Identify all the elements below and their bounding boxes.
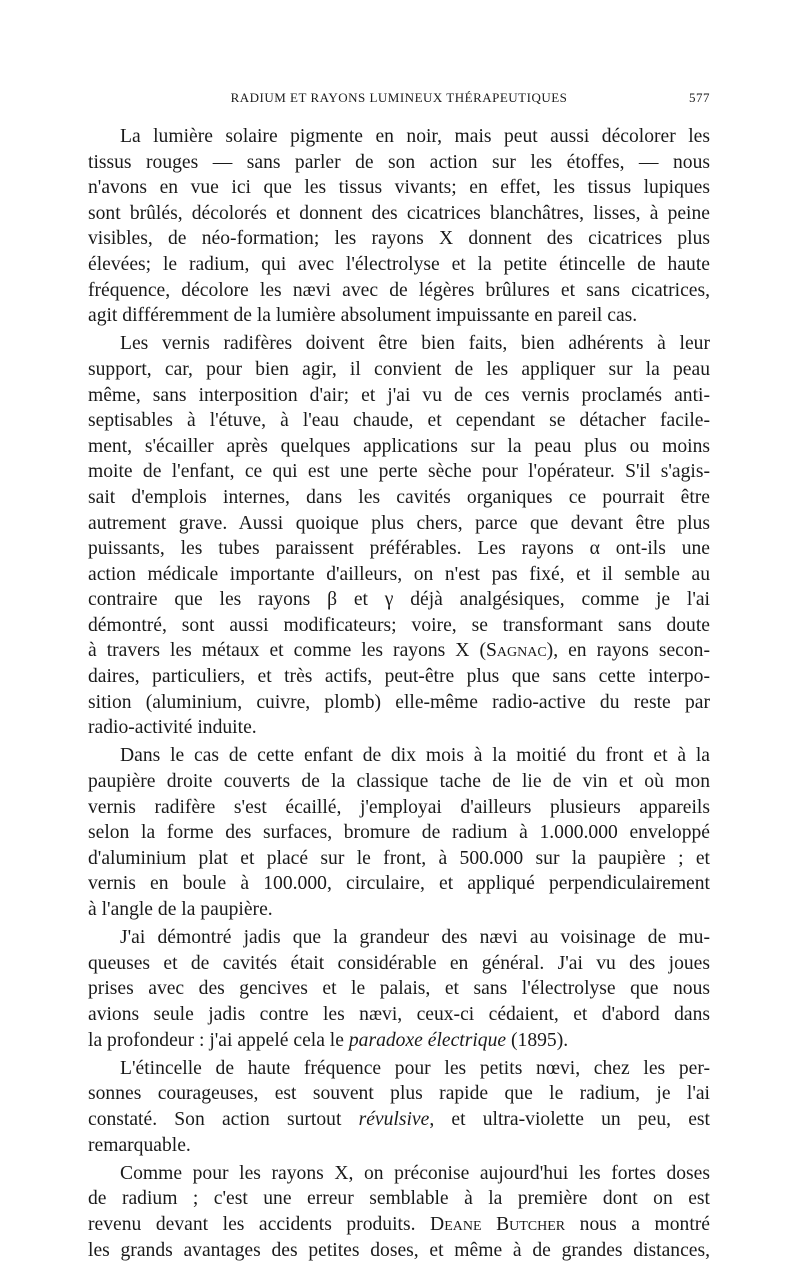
text-line: à l'angle de la paupière.	[88, 899, 273, 920]
paragraph-2	[88, 331, 710, 741]
paragraph-3	[88, 743, 710, 922]
text-line: radio-activité induite.	[88, 717, 257, 739]
italic-phrase: paradoxe électrique	[348, 1029, 507, 1051]
running-title: RADIUM ET RAYONS LUMINEUX THÉRAPEUTIQUES	[230, 90, 568, 105]
text-segment: la profondeur : j'ai appelé cela le	[88, 1029, 349, 1051]
text-segment: (1895).	[506, 1029, 569, 1051]
text-line: ment, s'écailler après quelques applications sur la peau plus ou moins	[88, 435, 710, 457]
page-number: 577	[689, 90, 710, 105]
text-line: vernis en boule à 100.000, circulaire, et appliqué perpendiculairement	[88, 873, 710, 895]
text-line: queuses et de cavités était considérable en général. J'ai vu des joues	[88, 952, 710, 974]
author-name-deane-butcher: Deane Butcher	[430, 1213, 566, 1235]
text-line: de radium ; c'est une erreur semblable à la première dont on est	[88, 1188, 710, 1210]
text-line: Les vernis radifères doivent être bien faits, bien adhérents à leur	[120, 333, 710, 355]
text-line: support, car, pour bien agir, il convient de les appliquer sur la peau	[88, 358, 710, 380]
text-segment: , et ultra-violette un peu, est	[429, 1108, 710, 1130]
text-line: puissants, les tubes paraissent préférables. Les rayons α ont-ils une	[88, 538, 710, 560]
text-line: septisables à l'étuve, à l'eau chaude, et cependant se détacher facile-	[88, 410, 710, 432]
text-line	[88, 1107, 710, 1133]
text-line: vernis radifère s'est écaillé, j'employai d'ailleurs plusieurs appareils	[88, 796, 710, 818]
text-line: n'avons en vue ici que les tissus vivants; en effet, les tissus lupiques	[88, 177, 710, 199]
text-line: prises avec des gencives et le palais, et sans l'électrolyse que nous	[88, 978, 710, 1000]
text-line: contraire que les rayons β et γ déjà analgésiques, comme je l'ai	[88, 589, 710, 611]
text-line: Comme pour les rayons X, on préconise aujourd'hui les fortes doses	[120, 1162, 710, 1184]
text-line: tissus rouges — sans parler de son action sur les étoffes, — nous	[88, 151, 710, 173]
paragraph-1	[88, 124, 710, 329]
text-line: avions seule jadis contre les nævi, ceux-ci cédaient, et d'abord dans	[88, 1003, 710, 1025]
text-line: les grands avantages des petites doses, et même à de grandes distances,	[88, 1239, 710, 1261]
text-line: sition (aluminium, cuivre, plomb) elle-même radio-active du reste par	[88, 691, 710, 713]
text-line: démontré, sont aussi modificateurs; voire, se transformant sans doute	[88, 614, 710, 636]
text-segment: ), en rayons secon-	[546, 640, 710, 662]
text-segment: à travers les métaux et comme les rayons X (	[88, 640, 486, 662]
text-line: fréquence, décolore les nævi avec de légères brûlures et sans cicatrices,	[88, 279, 710, 301]
body-text	[88, 124, 710, 1266]
paragraph-5	[88, 1056, 710, 1158]
text-line: paupière droite couverts de la classique tache de lie de vin et où mon	[88, 771, 710, 793]
paragraph-4	[88, 925, 710, 1053]
text-line: agit différemment de la lumière absolument impuissante en pareil cas.	[88, 305, 638, 327]
running-header	[88, 90, 710, 112]
text-line: La lumière solaire pigmente en noir, mais peut aussi décolorer les	[120, 126, 710, 147]
text-line: L'étincelle de haute fréquence pour les petits nœvi, chez les per-	[120, 1057, 710, 1079]
paragraph-6	[88, 1161, 710, 1263]
text-line: même, sans interposition d'air; et j'ai vu de ces vernis proclamés anti-	[88, 384, 710, 406]
text-line: visibles, de néo-formation; les rayons X donnent des cicatrices plus	[88, 228, 710, 250]
author-name-sagnac: Sagnac	[485, 640, 547, 662]
text-segment: constaté. Son action surtout	[88, 1108, 359, 1130]
text-segment: nous a montré	[565, 1213, 710, 1235]
text-line	[88, 1028, 710, 1054]
italic-word: révulsive	[358, 1108, 430, 1130]
text-segment: revenu devant les accidents produits.	[88, 1213, 431, 1235]
text-line: sonnes courageuses, est souvent plus rapide que le radium, je l'ai	[88, 1083, 710, 1105]
text-line: remarquable.	[88, 1134, 191, 1156]
text-line: élevées; le radium, qui avec l'électrolyse et la petite étincelle de haute	[88, 253, 710, 275]
text-line	[88, 638, 710, 664]
text-line: sait d'emplois internes, dans les cavités organiques ce pourrait être	[88, 486, 710, 508]
text-line: moite de l'enfant, ce qui est une perte sèche pour l'opérateur. S'il s'agis-	[88, 461, 710, 483]
text-line: action médicale importante d'ailleurs, on n'est pas fixé, et il semble au	[88, 563, 710, 585]
text-line	[88, 1212, 710, 1238]
text-line: daires, particuliers, et très actifs, peut-être plus que sans cette interpo-	[88, 666, 710, 688]
text-line: Dans le cas de cette enfant de dix mois à la moitié du front et à la	[120, 745, 710, 767]
text-line: d'aluminium plat et placé sur le front, à 500.000 sur la paupière ; et	[88, 847, 710, 869]
text-line: selon la forme des surfaces, bromure de radium à 1.000.000 enveloppé	[88, 822, 710, 844]
text-line: J'ai démontré jadis que la grandeur des nævi au voisinage de mu-	[120, 927, 710, 949]
text-line: autrement grave. Aussi quoique plus chers, parce que devant être plus	[88, 512, 710, 534]
text-line: sont brûlés, décolorés et donnent des cicatrices blanchâtres, lisses, à peine	[88, 202, 710, 224]
